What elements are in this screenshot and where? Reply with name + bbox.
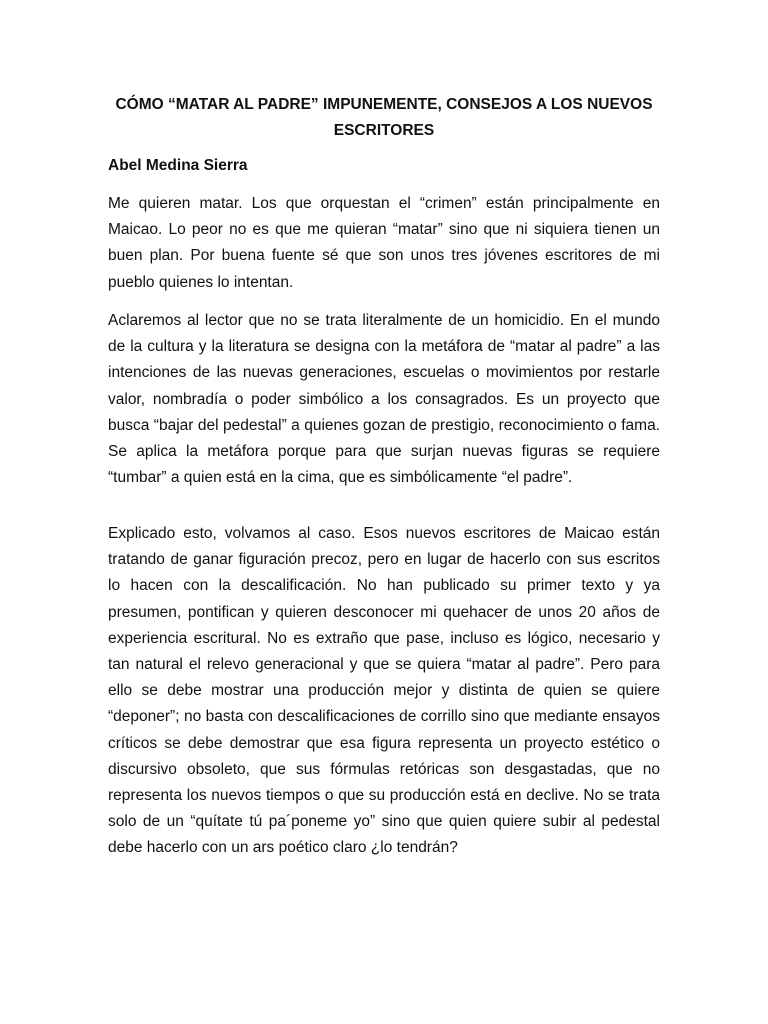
paragraph-3: Explicado esto, volvamos al caso. Esos nuevos escritores de Maicao están tratando de ganar figuración precoz, pero en lugar de hacerlo con sus escritos lo hacen con la descalificación. No han publicado su primer texto y ya presumen, pontifican y quieren desconocer mi quehacer de unos 20 años de experiencia escritural. No es extraño que pase, incluso es lógico, necesario y tan natural el relevo generacional y que se quiera “matar al padre”. Pero para ello se debe mostrar una producción mejor y distinta de quien se quiere “deponer”; no basta con descalificaciones de corrillo sino que mediante ensayos críticos se debe demostrar que esa figura representa un proyecto estético o discursivo obsoleto, que sus fórmulas retóricas son desgastadas, que no representa los nuevos tiempos o que su producción está en declive. No se trata solo de un “quítate tú pa´poneme yo” sino que quien quiere subir al pedestal debe hacerlo con un ars poético claro ¿lo tendrán?	[108, 525, 660, 857]
paragraph-2: Aclaremos al lector que no se trata literalmente de un homicidio. En el mundo de la cultura y la literatura se designa con la metáfora de “matar al padre” a las intenciones de las nuevas generaciones, escuelas o movimientos por restarle valor, nombradía o poder simbólico a los consagrados. Es un proyecto que busca “bajar del pedestal” a quienes gozan de prestigio, reconocimiento o fama. Se aplica la metáfora porque para que surjan nuevas figuras se requiere “tumbar” a quien está en la cima, que es simbólicamente “el padre”.	[108, 312, 660, 487]
author-name: Abel Medina Sierra	[108, 157, 248, 174]
document-title: CÓMO “MATAR AL PADRE” IMPUNEMENTE, CONSEJOS A LOS NUEVOS ESCRITORES	[115, 96, 653, 139]
paragraph-1: Me quieren matar. Los que orquestan el “crimen” están principalmente en Maicao. Lo peor no es que me quieran “matar” sino que ni siquiera tienen un buen plan. Por buena fuente sé que son unos tres jóvenes escritores de mi pueblo quienes lo intentan.	[108, 195, 660, 291]
